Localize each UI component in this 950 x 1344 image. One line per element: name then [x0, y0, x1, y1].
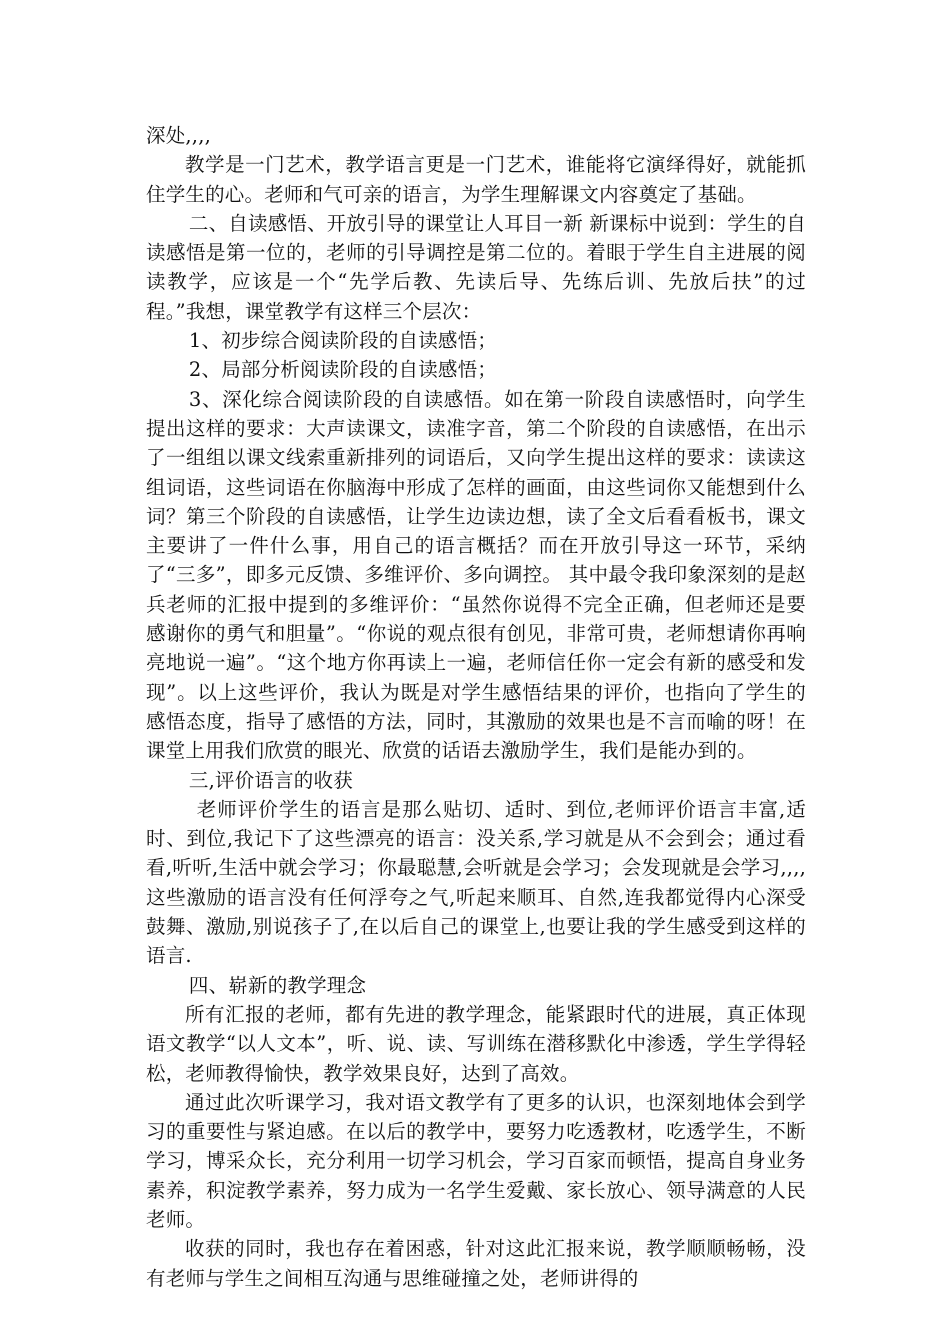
section-heading-2: 二、自读感悟、开放引导的课堂让人耳目一新 新课标中说到：学生的自读感悟是第一位的，老师的引导调控是第二位的。着眼于学生自主进展的阅读教学，应该是一个“先学后教、先读后导、先练后训、先放后扶”的过程。”我想，课堂教学有这样三个层次： — [146, 211, 806, 323]
list-item-2: 2、局部分析阅读阶段的自读感悟； — [188, 358, 497, 382]
paragraph-4: 所有汇报的老师，都有先进的教学理念，能紧跟时代的进展，真正体现语文教学“以人文本”，听、说、读、写训练在潜移默化中渗透，学生学得轻松，老师教得愉快，教学效果良好，达到了高效。 — [146, 1002, 806, 1085]
document-body — [146, 121, 806, 1293]
section-heading-4: 四、崭新的教学理念 — [188, 973, 367, 997]
list-item-3: 3、深化综合阅读阶段的自读感悟。如在第一阶段自读感悟时，向学生提出这样的要求：大声读课文，读准字音，第二个阶段的自读感悟，在出示了一组组以课文线索重新排列的词语后，又向学生提出这样的要求：读读这组词语，这些词语在你脑海中形成了怎样的画面，由这些词你又能想到什么词？第三个阶段的自读感悟，让学生边读边想，读了全文后看看板书，课文主要讲了一件什么事，用自己的语言概括？而在开放引导这一环节，采纳了“三多”，即多元反馈、多维评价、多向调控。 其中最令我印象深刻的是赵兵老师的汇报中提到的多维评价：“虽然你说得不完全正确，但老师还是要感谢你的勇气和胆量”。“你说的观点很有创见，非常可贵，老师想请你再响亮地说一遍”。“这个地方你再读上一遍，老师信任你一定会有新的感受和发现”。以上这些评价，我认为既是对学生感悟结果的评价，也指向了学生的感悟态度，指导了感悟的方法，同时，其激励的效果也是不言而喻的呀！在课堂上用我们欣赏的眼光、欣赏的话语去激励学生，我们是能办到的。 — [146, 387, 806, 763]
paragraph-1: 深处,,,, — [146, 124, 211, 147]
section-heading-3: 三,评价语言的收获 — [188, 768, 353, 792]
paragraph-3: 老师评价学生的语言是那么贴切、适时、到位,老师评价语言丰富,适时、到位,我记下了这些漂亮的语言：没关系,学习就是从不会到会；通过看看,听听,生活中就会学习；你最聪慧,会听就是会学习；会发现就是会学习,,,,这些激励的语言没有任何浮夸之气,听起来顺耳、自然,连我都觉得内心深受鼓舞、激励,别说孩子了,在以后自己的课堂上,也要让我的学生感受到这样的语言. — [146, 797, 806, 968]
paragraph-6: 收获的同时，我也存在着困惑，针对这此汇报来说，教学顺顺畅畅，没有老师与学生之间相互沟通与思维碰撞之处，老师讲得的 — [146, 1237, 806, 1290]
list-item-1: 1、初步综合阅读阶段的自读感悟； — [188, 329, 497, 353]
paragraph-5: 通过此次听课学习，我对语文教学有了更多的认识，也深刻地体会到学习的重要性与紧迫感。在以后的教学中，要努力吃透教材，吃透学生，不断学习，博采众长，充分利用一切学习机会，学习百家而顿悟，提高自身业务素养，积淀教学素养，努力成为一名学生爱戴、家长放心、领导满意的人民老师。 — [146, 1090, 806, 1231]
paragraph-2: 教学是一门艺术，教学语言更是一门艺术，谁能将它演绎得好，就能抓住学生的心。老师和气可亲的语言，为学生理解课文内容奠定了基础。 — [146, 153, 806, 206]
